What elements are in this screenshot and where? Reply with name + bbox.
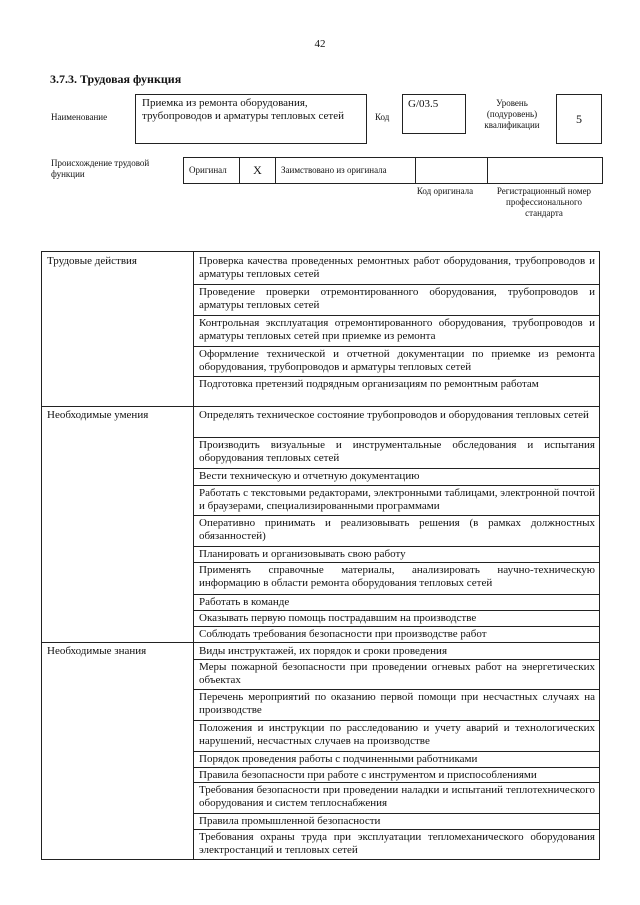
origin-original: Оригинал [189, 165, 227, 175]
table-row: Проведение проверки отремонтированного оборудования, трубопроводов и арматуры тепловых сетей [199, 286, 595, 311]
row-divider [193, 813, 599, 814]
table-row: Подготовка претензий подрядным организациям по ремонтным работам [199, 378, 539, 390]
code-box [402, 94, 466, 134]
row-divider [193, 829, 599, 830]
table-row: Проверка качества проведенных ремонтных работ оборудования, трубопроводов и арматуры тепловых сетей [199, 255, 595, 280]
table-row: Виды инструктажей, их порядок и сроки проведения [199, 645, 447, 657]
table-row: Правила безопасности при работе с инструментом и приспособлениями [199, 769, 537, 781]
row-divider [193, 767, 599, 768]
origin-mark-cell [240, 158, 276, 183]
table-row: Работать в команде [199, 596, 290, 608]
row-divider [193, 376, 599, 377]
row-divider [193, 315, 599, 316]
function-table [41, 251, 600, 860]
row-divider [193, 751, 599, 752]
table-row: Перечень мероприятий по оказанию первой помощи при несчастных случаях на производстве [199, 691, 595, 716]
table-row: Применять справочные материалы, анализировать научно-техническую информацию в области ремонта оборудования тепловых сетей [199, 564, 595, 589]
table-row: Требования безопасности при проведении наладки и испытаний теплотехнического оборудования и систем теплоснабжения [199, 784, 595, 809]
level-box [556, 94, 602, 144]
section-title-actions: Трудовые действия [47, 255, 137, 267]
section-title-skills: Необходимые умения [47, 409, 149, 421]
table-row: Производить визуальные и инструментальные обследования и испытания оборудования тепловых сетей [199, 439, 595, 464]
level-value: 5 [576, 111, 582, 126]
table-row: Меры пожарной безопасности при проведении огневых работ на энергетических объектах [199, 661, 595, 686]
origin-code-cell [416, 158, 488, 183]
row-divider [193, 562, 599, 563]
name-label: Наименование [51, 112, 108, 122]
table-row: Планировать и организовывать свою работу [199, 548, 406, 560]
table-row: Порядок проведения работы с подчиненными работниками [199, 753, 478, 765]
table-row: Работать с текстовыми редакторами, электронными таблицами, электронной почтой и браузерами, специализированными программами [199, 487, 595, 512]
code-label: Код [375, 112, 390, 122]
row-divider [193, 515, 599, 516]
table-row: Требования охраны труда при эксплуатации тепломеханического оборудования электростанций и тепловых сетей [199, 831, 595, 856]
reg-number-caption: Регистрационный номер профессионального стандарта [496, 186, 592, 218]
row-divider [193, 626, 599, 627]
table-row: Оформление технической и отчетной документации по приемке из ремонта оборудования, трубопроводов и арматуры тепловых сетей [199, 348, 595, 373]
section-divider [42, 642, 599, 643]
row-divider [193, 659, 599, 660]
row-divider [193, 782, 599, 783]
table-row: Вести техническую и отчетную документацию [199, 470, 420, 482]
row-divider [193, 437, 599, 438]
function-name: Приемка из ремонта оборудования, трубопроводов и арматуры тепловых сетей [142, 97, 344, 122]
code-original-caption: Код оригинала [416, 186, 474, 196]
row-divider [193, 594, 599, 595]
table-row: Определять техническое состояние трубопроводов и оборудования тепловых сетей [199, 409, 589, 421]
origin-row [183, 157, 603, 184]
section-title: 3.7.3. Трудовая функция [50, 72, 182, 86]
section-divider [42, 406, 599, 407]
level-label: Уровень (подуровень) квалификации [484, 98, 540, 130]
page-number: 42 [314, 38, 326, 50]
table-row: Соблюдать требования безопасности при производстве работ [199, 628, 487, 640]
row-divider [193, 468, 599, 469]
origin-label: Происхождение трудовой функции [51, 158, 150, 179]
row-divider [193, 284, 599, 285]
code-value: G/03.5 [408, 98, 439, 110]
origin-borrowed: Заимствовано из оригинала [281, 165, 387, 175]
origin-borrowed-cell [276, 158, 416, 183]
table-row: Контрольная эксплуатация отремонтированного оборудования, трубопроводов и арматуры тепловых сетей при приемке из ремонта [199, 317, 595, 342]
table-row: Правила промышленной безопасности [199, 815, 381, 827]
table-row: Оказывать первую помощь пострадавшим на производстве [199, 612, 477, 624]
row-divider [193, 720, 599, 721]
row-divider [193, 610, 599, 611]
table-row: Положения и инструкции по расследованию и учету аварий и технологических нарушений, несчастных случаев на производстве [199, 722, 595, 747]
table-row: Оперативно принимать и реализовывать решения (в рамках должностных обязанностей) [199, 517, 595, 542]
origin-original-cell [184, 158, 240, 183]
section-title-knowledge: Необходимые знания [47, 645, 147, 657]
row-divider [193, 485, 599, 486]
row-divider [193, 546, 599, 547]
row-divider [193, 689, 599, 690]
origin-reg-cell [488, 158, 602, 183]
function-name-box [135, 94, 367, 144]
row-divider [193, 346, 599, 347]
origin-mark: X [253, 163, 262, 177]
